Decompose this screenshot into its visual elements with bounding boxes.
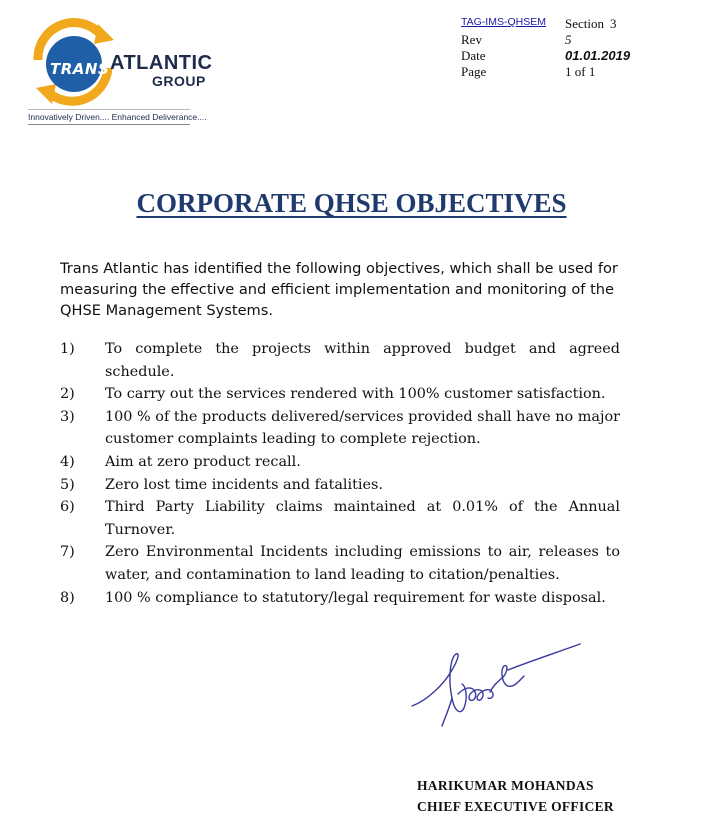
- item-number: 3): [60, 408, 75, 425]
- item-number: 6): [60, 499, 75, 516]
- list-item: [60, 451, 620, 474]
- page-title: CORPORATE QHSE OBJECTIVES: [136, 188, 567, 218]
- page-label: Page: [461, 64, 487, 79]
- company-logo: [28, 16, 213, 126]
- signatory-name: HARIKUMAR MOHANDAS: [417, 778, 594, 793]
- intro-paragraph: Trans Atlantic has identified the following objectives, which shall be used for measuring the effective and efficient implementation and monitoring of the QHSE Management Systems.: [60, 260, 618, 319]
- list-item: [60, 496, 620, 541]
- item-number: 8): [60, 589, 75, 606]
- item-text: Zero lost time incidents and fatalities.: [105, 476, 384, 493]
- date-value: 01.01.2019: [565, 48, 631, 63]
- signatory-role: CHIEF EXECUTIVE OFFICER: [417, 799, 614, 814]
- item-text: Zero Environmental Incidents including emissions to air, releases to water, and contamination to land leading to citation/penalties.: [105, 544, 620, 583]
- page-value: 1 of 1: [565, 64, 596, 79]
- item-number: 1): [60, 341, 75, 357]
- item-text: To carry out the services rendered with 100% customer satisfaction.: [105, 386, 606, 403]
- date-label: Date: [461, 48, 486, 63]
- item-number: 7): [60, 544, 75, 561]
- objectives-list: [60, 338, 620, 609]
- item-text: 100 % of the products delivered/services provided shall have no major customer complaints leading to complete rejection.: [105, 408, 620, 448]
- logo-tagline: Innovatively Driven.... Enhanced Deliverance....: [28, 112, 207, 122]
- item-number: 4): [60, 453, 75, 470]
- logo-word-atlantic: ATLANTIC: [110, 52, 213, 74]
- logo-word-group: GROUP: [152, 73, 206, 89]
- item-number: 2): [60, 386, 75, 403]
- signature-icon: [408, 640, 588, 730]
- rev-label: Rev: [461, 32, 482, 47]
- list-item: [60, 406, 620, 451]
- logo-divider: [28, 109, 190, 110]
- logo-divider: [28, 124, 190, 125]
- doc-ref-link[interactable]: TAG-IMS-QHSEM: [461, 16, 546, 28]
- list-item: [60, 587, 620, 610]
- section-value: 3: [610, 16, 617, 31]
- item-text: 100 % compliance to statutory/legal requirement for waste disposal.: [105, 589, 606, 606]
- item-text: Third Party Liability claims maintained at 0.01% of the Annual Turnover.: [105, 499, 620, 538]
- item-text: To complete the projects within approved budget and agreed schedule.: [105, 341, 620, 380]
- list-item: [60, 383, 620, 406]
- list-item: [60, 474, 620, 497]
- list-item: [60, 541, 620, 586]
- list-item: [60, 338, 620, 383]
- rev-value: 5: [565, 32, 572, 47]
- logo-word-trans: TRANS: [50, 60, 110, 78]
- item-text: Aim at zero product recall.: [105, 453, 301, 470]
- item-number: 5): [60, 476, 75, 493]
- section-label: Section: [565, 16, 604, 31]
